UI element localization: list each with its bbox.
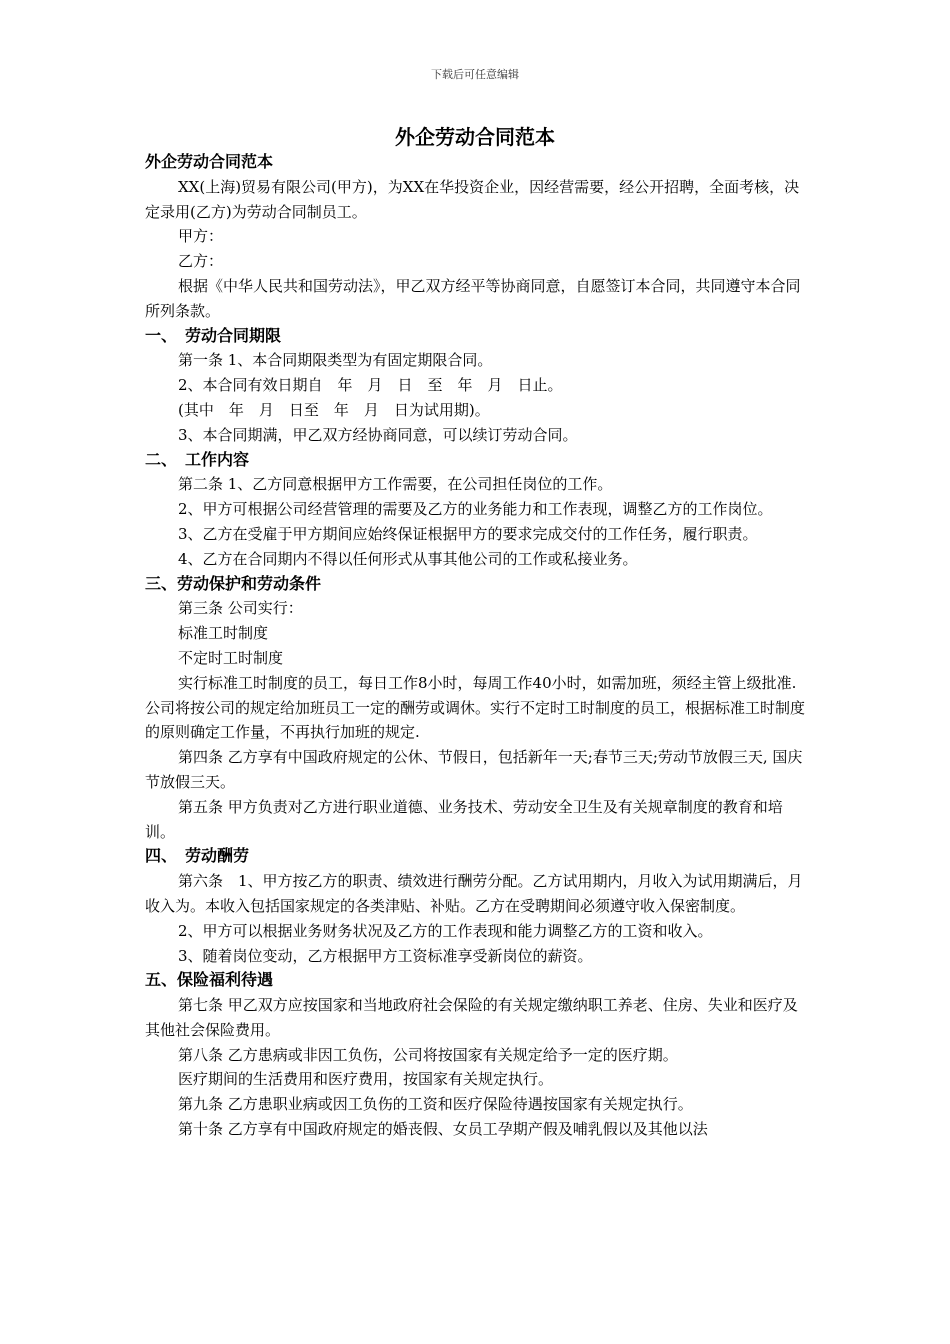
paragraph: 医疗期间的生活费用和医疗费用，按国家有关规定执行。 <box>178 1070 554 1089</box>
basis-paragraph: 根据《中华人民共和国劳动法》，甲乙双方经平等协商同意，自愿签订本合同，共同遵守本合同所列条款。 <box>145 276 801 320</box>
paragraph: 2、甲方可根据公司经营管理的需要及乙方的业务能力和工作表现，调整乙方的工作岗位。 <box>178 500 773 519</box>
paragraph: 实行标准工时制度的员工，每日工作8小时，每周工作40小时，如需加班，须经主管上级批准.公司将按公司的规定给加班员工一定的酬劳或调休。实行不定时工时制度的员工，根据标准工时制度的原则确定工作量，不再执行加班的规定. <box>145 673 806 742</box>
party-a-line: 甲方： <box>178 227 224 246</box>
paragraph: 3、本合同期满，甲乙双方经协商同意，可以续订劳动合同。 <box>178 425 578 444</box>
paragraph: 第三条 公司实行： <box>178 599 303 618</box>
paragraph: 2、本合同有效日期自 年 月 日 至 年 月 日止。 <box>178 376 563 395</box>
paragraph: 第一条 1、本合同期限类型为有固定期限合同。 <box>178 351 493 370</box>
section-heading-pay: 四、 劳动酬劳 <box>145 846 250 866</box>
paragraph: 第九条 乙方患职业病或因工负伤的工资和医疗保险待遇按国家有关规定执行。 <box>178 1095 693 1114</box>
paragraph: (其中 年 月 日至 年 月 日为试用期)。 <box>178 400 490 419</box>
section-heading-work: 二、 工作内容 <box>145 449 250 469</box>
paragraph: 4、乙方在合同期内不得以任何形式从事其他公司的工作或私接业务。 <box>178 549 638 568</box>
paragraph: 第五条 甲方负责对乙方进行职业道德、业务技术、劳动安全卫生及有关规章制度的教育和培训。 <box>145 797 783 841</box>
paragraph: 第四条 乙方享有中国政府规定的公休、节假日，包括新年一天;春节三天;劳动节放假三天, 国庆节放假三天。 <box>145 748 803 791</box>
party-b-line: 乙方： <box>178 252 224 271</box>
section-heading-protection: 三、劳动保护和劳动条件 <box>145 573 322 593</box>
paragraph: 3、乙方在受雇于甲方期间应始终保证根据甲方的要求完成交付的工作任务，履行职责。 <box>178 524 758 543</box>
section-heading-insurance: 五、保险福利待遇 <box>145 970 274 990</box>
paragraph: 2、甲方可以根据业务财务状况及乙方的工作表现和能力调整乙方的工资和收入。 <box>178 921 713 940</box>
paragraph: 第六条 1、甲方按乙方的职责、绩效进行酬劳分配。乙方试用期内，月收入为试用期满后，月收入为。本收入包括国家规定的各类津贴、补贴。乙方在受聘期间必须遵守收入保密制度。 <box>145 872 803 915</box>
paragraph: 第二条 1、乙方同意根据甲方工作需要，在公司担任岗位的工作。 <box>178 475 613 494</box>
paragraph: 3、随着岗位变动，乙方根据甲方工资标准享受新岗位的薪资。 <box>178 946 593 965</box>
document-subtitle: 外企劳动合同范本 <box>145 152 274 171</box>
document-title: 外企劳动合同范本 <box>395 125 555 149</box>
paragraph: 不定时工时制度 <box>178 648 284 667</box>
paragraph: 第八条 乙方患病或非因工负伤，公司将按国家有关规定给予一定的医疗期。 <box>178 1045 678 1064</box>
header-note: 下载后可任意编辑 <box>431 68 519 81</box>
paragraph: 第十条 乙方享有中国政府规定的婚丧假、女员工孕期产假及哺乳假以及其他以法 <box>178 1120 708 1139</box>
document-body <box>145 150 805 1142</box>
paragraph: 标准工时制度 <box>178 624 269 643</box>
section-heading-term: 一、 劳动合同期限 <box>145 325 282 345</box>
paragraph: 第七条 甲乙双方应按国家和当地政府社会保险的有关规定缴纳职工养老、住房、失业和医疗及其他社会保险费用。 <box>145 996 798 1039</box>
intro-paragraph: XX(上海)贸易有限公司(甲方)，为XX在华投资企业，因经营需要，经公开招聘，全面考核，决定录用(乙方)为劳动合同制员工。 <box>145 177 800 221</box>
